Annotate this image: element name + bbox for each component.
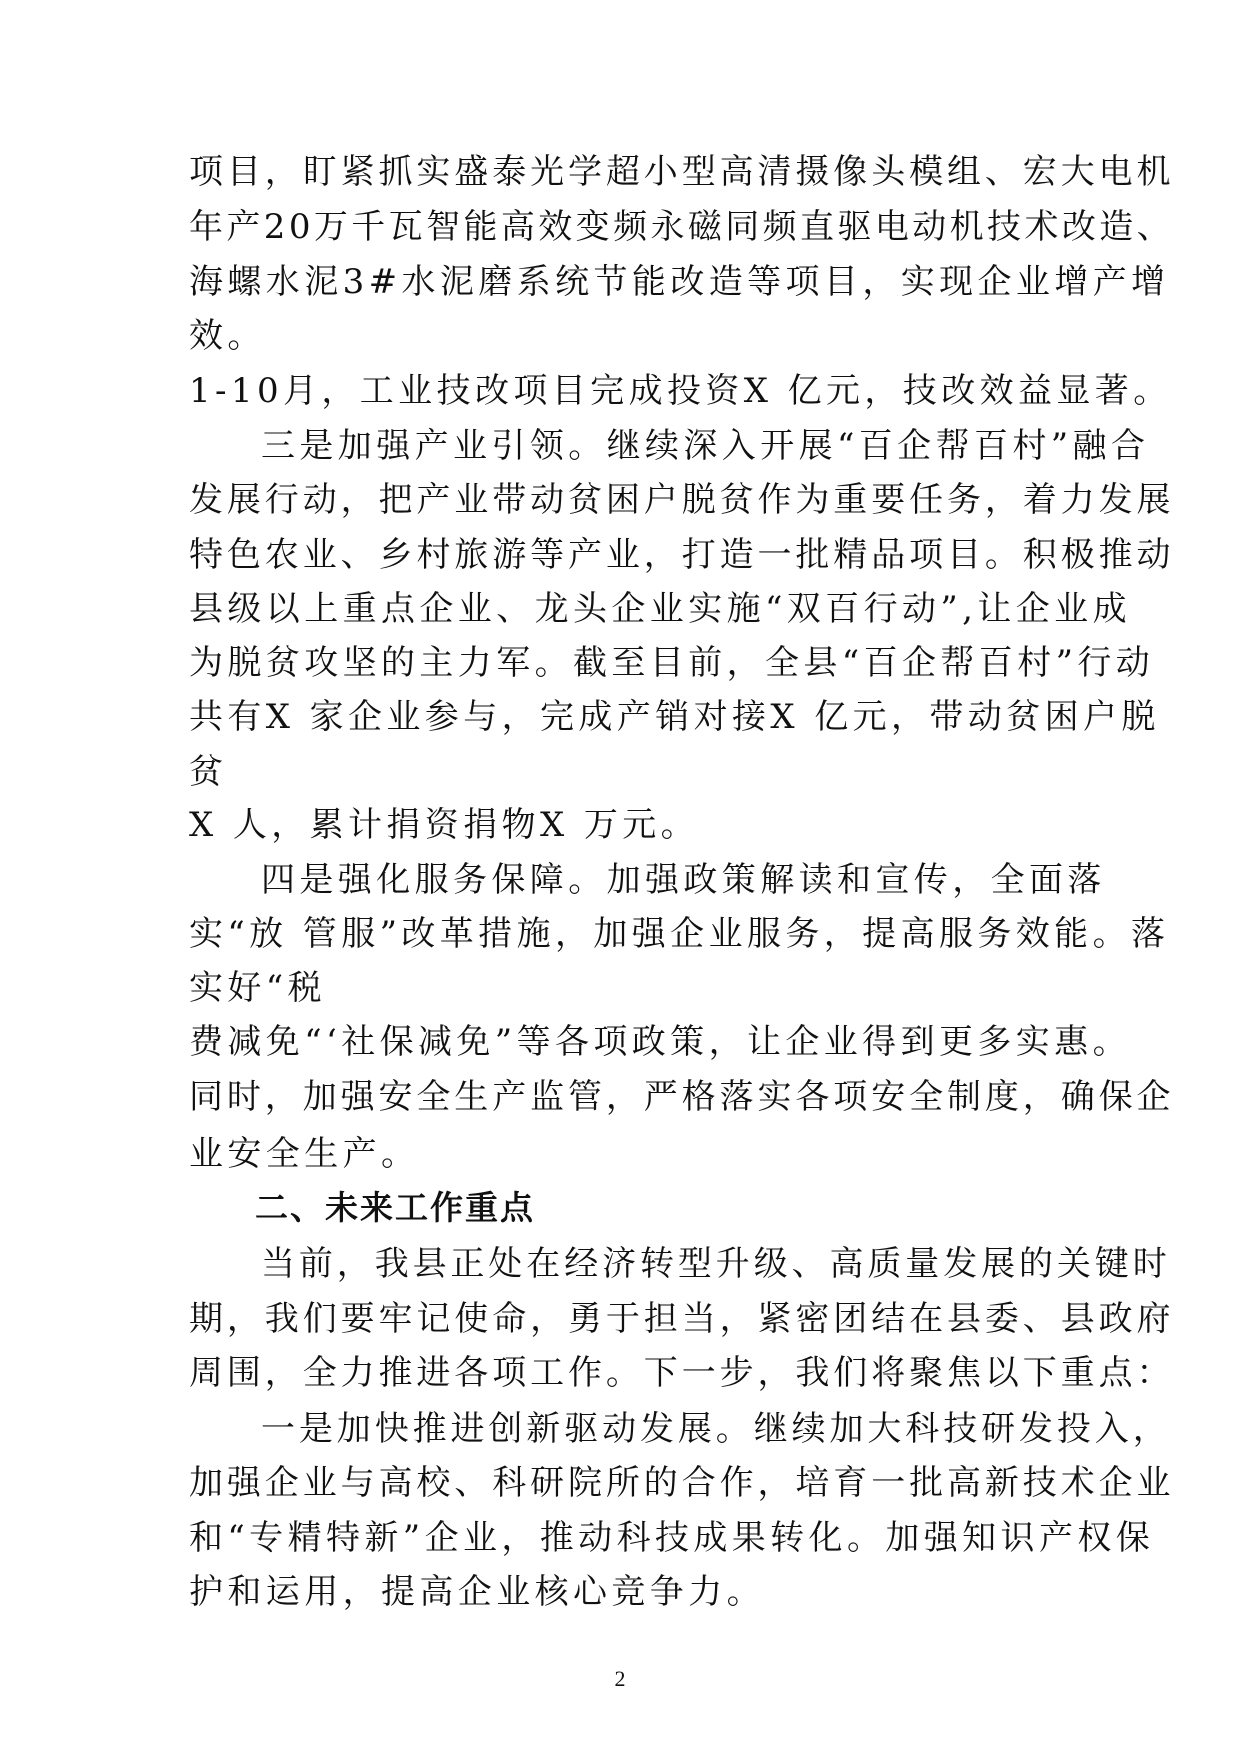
text-line: 费减免“‘社保减免”等各项政策，让企业得到更多实惠。 (189, 1022, 1131, 1062)
text-line: 同时，加强安全生产监管，严格落实各项安全制度，确保企 (189, 1077, 1175, 1117)
text-line: 年产20万千瓦智能高效变频永磁同频直驱电动机技术改造、 (189, 207, 1175, 247)
text-line: 1-10月，工业技改项目完成投资X 亿元，技改效益显著。 (189, 371, 1172, 411)
text-line: 实好“税 (189, 968, 326, 1008)
text-line: 效。 (189, 316, 266, 356)
text-line: 实“放 管服”改革措施，加强企业服务，提高服务效能。落 (189, 914, 1170, 954)
paragraph-first-line: 一是加快推进创新驱动发展。继续加大科技研发投入， (261, 1409, 1171, 1449)
text-line: 海螺水泥3#水泥磨系统节能改造等项目，实现企业增产增 (189, 262, 1170, 302)
text-line: 项目，盯紧抓实盛泰光学超小型高清摄像头模组、宏大电机 (189, 152, 1175, 192)
paragraph-first-line: 三是加强产业引领。继续深入开展“百企帮百村”融合 (261, 426, 1150, 466)
text-line: 共有X 家企业参与，完成产销对接X 亿元，带动贫困户脱 (189, 697, 1160, 737)
text-line: 发展行动，把产业带动贫困户脱贫作为重要任务，着力发展 (189, 480, 1175, 520)
text-line: 业安全生产。 (189, 1134, 420, 1174)
paragraph-first-line: 四是强化服务保障。加强政策解读和宣传，全面落 (261, 860, 1106, 900)
page-number: 2 (614, 1666, 626, 1691)
text-line: 和“专精特新”企业，推动科技成果转化。加强知识产权保 (189, 1518, 1155, 1558)
text-line: 加强企业与高校、科研院所的合作，培育一批高新技术企业 (189, 1463, 1175, 1503)
paragraph-first-line: 当前，我县正处在经济转型升级、高质量发展的关键时 (261, 1244, 1171, 1284)
text-line: 期，我们要牢记使命，勇于担当，紧密团结在县委、县政府 (189, 1299, 1175, 1339)
text-line: 贫 (189, 752, 228, 792)
text-line: 为脱贫攻坚的主力军。截至目前，全县“百企帮百村”行动 (189, 643, 1155, 683)
text-line: 特色农业、乡村旅游等产业，打造一批精品项目。积极推动 (189, 535, 1175, 575)
text-line: 县级以上重点企业、龙头企业实施“双百行动”,让企业成 (189, 589, 1131, 629)
section-heading: 二、未来工作重点 (255, 1188, 535, 1227)
text-line: X 人，累计捐资捐物X 万元。 (189, 805, 700, 845)
text-line: 护和运用，提高企业核心竞争力。 (189, 1572, 765, 1612)
text-line: 周围，全力推进各项工作。下一步，我们将聚焦以下重点： (189, 1353, 1175, 1393)
